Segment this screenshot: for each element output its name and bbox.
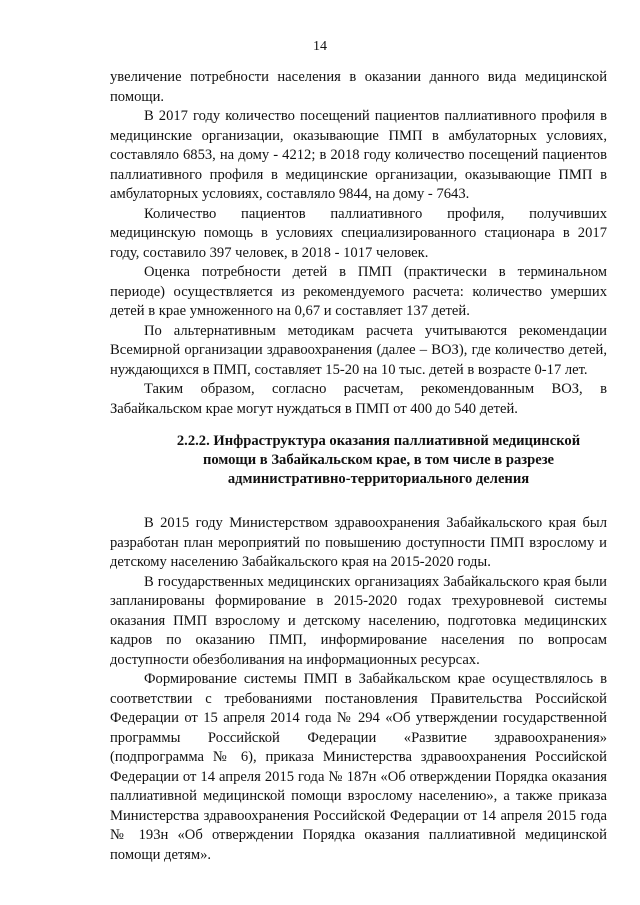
paragraph-regulations: Формирование системы ПМП в Забайкальском крае осуществлялось в соответствии с требованиями постановления Правительства Российской Федерации от 15 апреля 2014 года № 294 «Об утверждении государственной программы Российской Федерации «Развитие здравоохранения» (подпрограмма № 6), приказа Министерства здравоохранения Российской Федерации от 14 апреля 2015 года № 187н «Об отверждении Порядка оказания паллиативной медицинской помощи взрослому населению», а также приказа Министерства здравоохранения Российской Федерации от 14 апреля 2015 года № 193н «Об отверждении Порядка оказания паллиативной медицинской помощи детям». [110,671,607,863]
paragraph-plan-2015: В 2015 году Министерством здравоохранения Забайкальского края был разработан план мероприятий по повышению доступности ПМП взрослому и детскому населению Забайкальского края на 2015-2020 годы. [110,515,607,570]
section-heading-line-1: 2.2.2. Инфраструктура оказания паллиативной медицинской [176,433,581,449]
paragraph-who-methodology: По альтернативным методикам расчета учитываются рекомендации Всемирной организации здравоохранения (далее – ВОЗ), где количество детей, нуждающихся в ПМП, составляет 15-20 на 10 тыс. детей в возрасте 0-17 лет. [110,322,607,378]
paragraph-children-estimate: Оценка потребности детей в ПМП (практически в терминальном периоде) осуществляется из рекомендуемого расчета: количество умерших детей в крае умноженного на 0,67 и составляет 137 детей. [110,264,607,319]
paragraph-conclusion: Таким образом, согласно расчетам, рекомендованным ВОЗ, в Забайкальском крае могут нуждаться в ПМП от 400 до 540 детей. [110,381,607,417]
paragraph-inpatient-count: Количество пациентов паллиативного профиля, получивших медицинскую помощь в условиях специализированного стационара в 2017 году, составило 397 человек, в 2018 - 1017 человек. [110,205,607,261]
section-heading-line-3: административно-территориального деления [227,471,530,487]
paragraph-visits-2017-2018: В 2017 году количество посещений пациентов паллиативного профиля в медицинские организации, оказывающие ПМП в амбулаторных условиях, составляло 6853, на дому - 4212; в 2018 году количество посещений пациентов паллиативного профиля в медицинские организации, оказывающие ПМП в амбулаторных условиях, составляло 9844, на дому - 7643. [110,108,607,202]
document-body [110,68,607,865]
paragraph-continuation: увеличение потребности населения в оказании данного вида медицинской помощи. [110,69,607,105]
paragraph-three-level-system: В государственных медицинских организациях Забайкальского края были запланированы формирование в 2015-2020 годах трехуровневой системы оказания ПМП взрослому и детскому населению, подготовка медицинских кадров по оказанию ПМП, информирование населения по вопросам доступности обезболивания на информационных ресурсах. [110,573,607,668]
section-heading [110,432,607,489]
page-number: 14 [313,39,327,54]
section-heading-line-2: помощи в Забайкальском крае, в том числе в разрезе [202,452,555,468]
